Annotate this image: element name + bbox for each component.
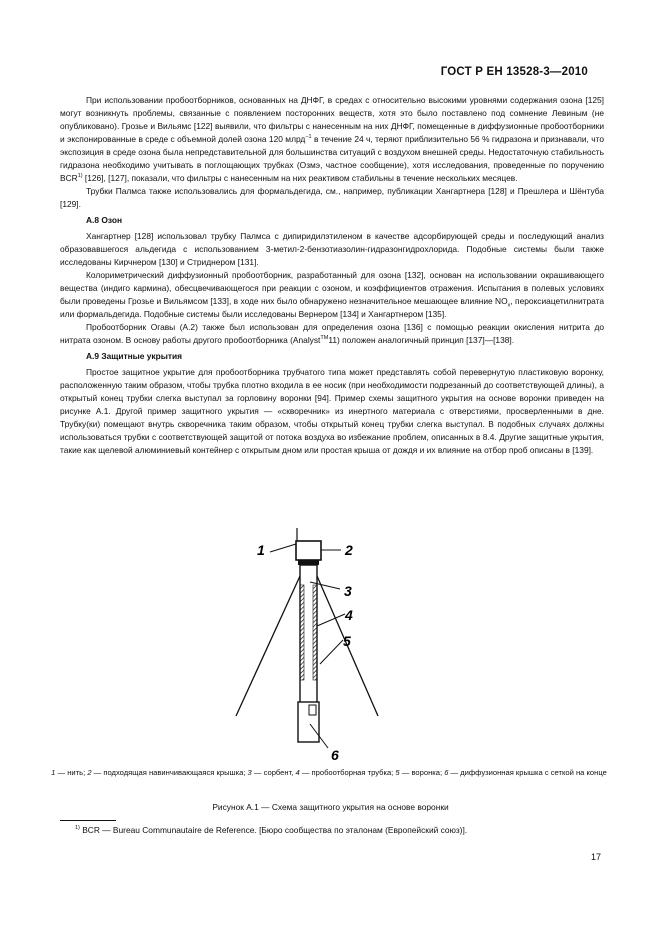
subscript-x: x [507, 302, 511, 309]
label-3: 3 [344, 583, 352, 599]
legend-num-3: 3 [247, 768, 252, 777]
legend-text-6: — диффузионная крышка с сеткой на конце [448, 768, 607, 777]
footnote-ref-1: 1) [77, 173, 83, 180]
label-5: 5 [343, 633, 351, 649]
footnote-divider [60, 820, 116, 821]
figure-legend [40, 767, 618, 779]
legend-text-5: — воронка; [399, 768, 445, 777]
paragraph-colorimetric [60, 269, 604, 321]
paragraph-dnfg-part2: в течение 24 ч, теряют приблизительно 56 % гидразона и признавали, что экспозиция в среде озона была непредставительной для большинства ситуаций с воздухом внешней среды. Недостаточную стабильность гидразона необходимо учитывать в поглощающих трубках (Озмэ, частное сообщение), хотя исследования, проведенные по поручению BCR [60, 134, 604, 183]
label-6: 6 [331, 747, 339, 763]
paragraph-colorimetric-part2: , пероксиацетилнитрата или формальдегида. Подобные системы были исследованы Вернером [134] и Хангартнером [135]. [60, 296, 604, 319]
document-header: ГОСТ Р ЕН 13528-3—2010 [440, 66, 588, 78]
footnote-mark: 1) [75, 825, 80, 832]
paragraph-shelters: Простое защитное укрытие для пробоотборника трубчатого типа может представлять собой перевернутую пластиковую воронку, расположенную таким образом, чтобы трубка плотно входила в ее носик (при необходимости подрезанный до соответствующей длины), а открытый конец трубки слегка выступал за горловину воронки [94]. Пример схемы защитного укрытия на основе воронки приведен на рисунке А.1. Другой пример защитного укрытия — «скворечник» из инертного материала с отверстиями, просверленными в дне. Трубку(ки) помещают внутрь скворечника таким образом, чтобы открытый конец трубки слегка выступал. В подобных случаях должны использоваться трубки с соответствующей защитой от потока воздуха во избежание проблем, описанных в 8.4. Другие защитные укрытия, такие как щелевой алюминиевый контейнер с открытым дном или простая крыша от дождя и их влияние на отбор проб описаны в [139]. [60, 367, 604, 455]
paragraph-colorimetric-part1: Колориметрический диффузионный пробоотборник, разработанный для озона [132], основан на использовании окрашивающего вещества (индиго кармина), обесцвечивающегося при реакции с озоном, и коэффициентов отражения. Испытания в полевых условиях были проведены Грозье и Вильямсом [133], в ходе них было обнаружено незначительное мешающее влияние NO [60, 270, 604, 306]
section-heading-a8: А.8 Озон [86, 215, 123, 225]
body-text [60, 94, 604, 457]
label-2: 2 [345, 542, 353, 558]
superscript-minus-one: −1 [305, 134, 312, 141]
legend-text-1: — нить; [55, 768, 88, 777]
paragraph-hangartner: Хангартнер [128] использовал трубку Палмса с дипиридилэтиленом в качестве адсорбирующей среды и последующий анализ образовавшегося альдегида с использованием 3-метил-2-бензотиазолин-гидразонгидрохлорида. Подобные системы были также исследованы Кирчнером [130] и Стриднером [131]. [60, 231, 604, 267]
paragraph-dnfg-part3: [126], [127], показали, что фильтры с нанесенным на них реактивом стабильны в течение нескольких месяцев. [82, 173, 518, 183]
leader-line-1 [270, 544, 296, 552]
sorbent [313, 585, 317, 680]
paragraph-palms-formaldehyde: Трубки Палмса также использовались для формальдегида, см., например, публикации Хангартнера [128] и Прешлера и Шёнтуба [129]. [60, 186, 604, 209]
legend-num-1: 1 [51, 768, 56, 777]
footnote [75, 825, 467, 835]
leader-line-4 [317, 614, 345, 626]
paragraph-ogawa-part2: 11) положен аналогичный принцип [137]—[138]. [328, 335, 515, 345]
legend-num-6: 6 [444, 768, 449, 777]
paragraph-ogawa [60, 321, 604, 347]
cap-thread [298, 560, 319, 565]
legend-num-5: 5 [395, 768, 400, 777]
funnel-wall-left [236, 576, 300, 716]
diffusion-cap-mesh [309, 705, 316, 715]
legend-num-2: 2 [87, 768, 92, 777]
section-heading-a9: А.9 Защитные укрытия [86, 351, 183, 361]
legend-text-4: — пробоотборная трубка; [299, 768, 396, 777]
screw-cap [296, 541, 321, 560]
figure-caption: Рисунок А.1 — Схема защитного укрытия на основе воронки [212, 802, 449, 812]
superscript-tm: TM [320, 335, 329, 342]
sorbent [300, 585, 304, 680]
paragraph-dnfg-part1: При использовании пробоотборников, основанных на ДНФГ, в средах с относительно высокими уровнями содержания озона [125] могут возникнуть проблемы, связанные с появлением посторонних веществ, хотя это было поставлено под сомнение Левиным (не опубликовано). Грозье и Вильямс [122] выявили, что фильтры с нанесенным на них ДНФГ, помещенные в диффузионные пробоотборники и экспонированные в среде с объемной долей озона 120 млрд [60, 95, 604, 144]
paragraph-dnfg [60, 94, 604, 185]
page-number: 17 [590, 852, 601, 862]
label-1: 1 [257, 542, 265, 558]
footnote-text: BCR — Bureau Communautaire de Reference. [Бюро сообщества по эталонам (Европейский союз)]. [82, 825, 468, 835]
legend-text-3: — сорбент, [251, 768, 296, 777]
leader-line-5 [320, 640, 343, 664]
label-4: 4 [345, 607, 353, 623]
legend-text-2: — подходящая навинчивающаяся крышка; [91, 768, 248, 777]
legend-num-4: 4 [295, 768, 300, 777]
paragraph-ogawa-part1: Пробоотборник Огавы (А.2) также был использован для определения озона [136] с помощью реакции окисления нитрита до нитрата озоном. В основу работы другого пробоотборника (Analyst [60, 322, 604, 345]
funnel-shelter-diagram [0, 528, 661, 768]
